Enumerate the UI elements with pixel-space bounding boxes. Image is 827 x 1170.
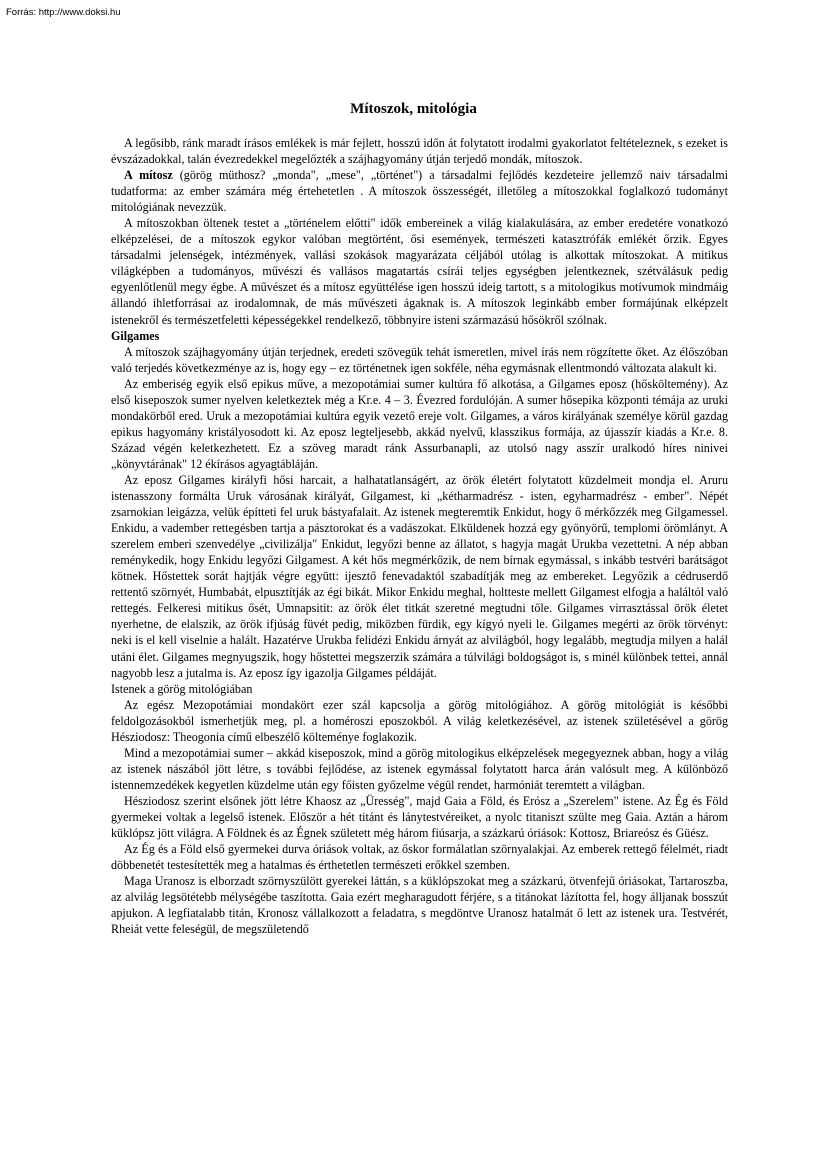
paragraph-hesiodos: Hésziodosz szerint elsőnek jött létre Khaosz az „Üresség", majd Gaia a Föld, és Erósz a „Szerelem" istene. Az Ég és Föld gyermekei voltak a legelső istenek. Először a hét titánt és lánytestvéreiket, a nyolc titaniszt szülte meg Gaia. Aztán a három küklópsz jött világra. A Földnek és az Égnek született még három fiúsarja, a százkarú óriások: Kottosz, Briareósz és Güész. bbox=[111, 793, 728, 841]
paragraph-uranosz: Maga Uranosz is elborzadt szörnyszülött gyerekei láttán, s a küklópszokat meg a százkarú, ötvenfejű óriásokat, Tartaroszba, az alvilág legsötétebb mélységébe taszította. Gaia ezért megharagudott férjére, s a titánokat lázította fel, hogy álljanak bosszút apjukon. A legfiatalabb titán, Kronosz vállalkozott a feladatra, s megdöntve Uranosz hatalmát ő lett az istenek ura. Testvérét, Rheiát vette feleségül, de megszületendő bbox=[111, 874, 728, 937]
paragraph-gilgames-epic: Az emberiség egyik első epikus műve, a mezopotámiai sumer kultúra fő alkotása, a Gilgames eposz (hősköltemény). Az első kiseposzok sumer nyelven keletkeztek még a Kr.e. 4 – 3. Évezred fordulóján. A sumer hősepika központi témája az uruki mondakörből ered. Uruk a mezopotámiai kultúra egyik vezető ereje volt. Gilgames, a város királyának személye körül gazdag epikus hagyomány kristályosodott ki. Az eposz legteljesebb, akkád nyelvű, klasszikus formája, az újasszír kiadás a Kr.e. 8. Század végén keletkezhetett. Ez a szöveg maradt ránk Assurbanapli, az utolsó nagy asszír uralkodó híres ninivei „könyvtárának" 12 ékírásos agyagtábláján. bbox=[111, 376, 728, 471]
paragraph-gilgames-story: Az eposz Gilgames királyfi hősi harcait, a halhatatlanságért, az örök életért folytatott küzdelmeit mondja el. Aruru istenasszony formálta Uruk városának királyát, Gilgamest, ki „kétharmadrész - isten, egyharmadrész - ember". Népét zsarnokian leigázza, velük építteti fel uruk bástyafalait. Az istenek megteremtik Enkidut, hogy ő mérkőzzék meg Gilgamessel. Enkidu, a vadember rettegésben tartja a pásztorokat és a vadászokat. Elküldenek hozzá egy gyönyörű, templomi örömlányt. A szerelem emberi szenvedélye „civilizálja" Enkidut, legyőzi benne az állatot, s hagyja magát Urukba vezettetni. A nép abban reménykedik, hogy Enkidu legyőzi Gilgamest. A két hős megmérkőzik, de nem bírnak egymással, s inkább testvéri barátságot kötnek. Hőstettek sorát hajtják végre együtt: ijesztő fenevadaktól szabadítják meg az embereket. Legyőzik a cédruserdő rettentő szörnyét, Humbabát, elpusztítják az égi bikát. Mikor Enkidu meghal, holtteste mellett Gilgamest elfogja a haláltól való rettegés. Felkeresi mitikus ősét, Umnapsitit: az örök élet titkát szeretné megtudni tőle. Gilgames virrasztással örök életet nyerhetne, de elalszik, az örök ifjúság füvét pedig, miközben fürdik, egy kígyó nyeli le. Gilgames megérti az örök törvényt: neki is el kell viselnie a halált. Hazatérve Urukba felidézi Enkidu árnyát az alvilágból, hogy legalább, megtudja milyen a halál utáni élet. Gilgames megnyugszik, hogy hőstettei megszerzik számára a túlvilági boldogságot is, s minél különbek tettei, annál nagyobb lesz a jutalma is. Az eposz így igazolja Gilgames példáját. bbox=[111, 472, 728, 680]
paragraph-mitosz-definition bbox=[111, 167, 728, 215]
paragraph-oral-tradition: A mítoszok szájhagyomány útján terjednek, eredeti szövegük tehát ismeretlen, mivel írás nem rögzítette őket. Az élőszóban való terjedés következménye az is, hogy egy – ez történetnek igen sokféle, néha egymásnak ellentmondó változata alakult ki. bbox=[111, 344, 728, 375]
paragraph-greek-mythology: Az egész Mezopotámiai mondakört ezer szál kapcsolja a görög mitológiához. A görög mitológiát is későbbi feldolgozásokból ismerhetjük meg, pl. a homéroszi eposzokból. A világ keletkezésével, az istenek születésével a görög Hésziodosz: Theogonia című elbeszélő költeménye foglakozik. bbox=[111, 697, 728, 744]
document-body bbox=[111, 135, 728, 937]
mitosz-term: A mítosz bbox=[124, 168, 173, 183]
paragraph-creation: Mind a mezopotámiai sumer – akkád kiseposzok, mind a görög mitologikus elképzelések megegyeznek abban, hogy a világ az istenek nászából jött létre, s további fejlődése, az istenek egymással folytatott harca árán valósult meg. A különböző istennemzedékek kegyetlen küzdelme után egy főisten győzelme végül rendet, harmóniát teremtett a világban. bbox=[111, 745, 728, 792]
paragraph-giants: Az Ég és a Föld első gyermekei durva óriások voltak, az őskor formálatlan szörnyalakjai. Az emberek rettegő félelmét, riadt döbbenetét testesítették meg a hatalmas és érthetetlen természeti erőkkel szemben. bbox=[111, 842, 728, 873]
source-label: Forrás: http://www.doksi.hu bbox=[6, 7, 121, 18]
page-title: Mítoszok, mitológia bbox=[350, 101, 477, 117]
paragraph-intro: A legősibb, ránk maradt írásos emlékek is már fejlett, hosszú időn át folytatott irodalmi gyakorlatot feltételeznek, s ezeket is évszázadokkal, talán évezredekkel megelőzték a szájhagyomány útján terjedő mondák, mítoszok. bbox=[111, 136, 728, 167]
paragraph-mitoszok-content: A mítoszokban öltenek testet a „történelem előtti" idők embereinek a világ kialakulására, az ember eredetére vonatkozó elképzelései, de a mítoszok egykor valóban megtörtént, ősi események, természeti katasztrófák emlékét őrzik. Egyes társadalmi jelenségek, intézmények, vallási szokások magyarázata céljából utólag is alkottak mítoszokat. A mitikus világképben a tudományos, művészi és vallásos magatartás csírái teljes egységben jelentkeznek, szétválásuk pedig egyenlőtlenül megy égbe. A művészet és a mítosz együttélése igen hosszú ideig tartott, s a mitologikus motívumok mindmáig állandó ihletforrásai az irodalomnak, de más művészeti ágaknak is. A mítoszok leginkább ember formájúnak elképzelt istenekről és természetfeletti képességekkel rendelkező, többnyire isteni származású hősökről szólnak. bbox=[111, 216, 728, 327]
mitosz-definition-text: (görög müthosz? „monda", „mese", „történet") a társadalmi fejlődés kezdeteire jellemző naiv társadalmi tudatforma: az ember számára még értehetetlen . A mítoszok összességét, illetőleg a mítoszokkal foglalkozó tudományt mitológiának nevezzük. bbox=[111, 168, 728, 215]
section-heading-istenek: Istenek a görög mitológiában bbox=[111, 681, 253, 696]
section-heading-gilgames: Gilgames bbox=[111, 328, 160, 343]
